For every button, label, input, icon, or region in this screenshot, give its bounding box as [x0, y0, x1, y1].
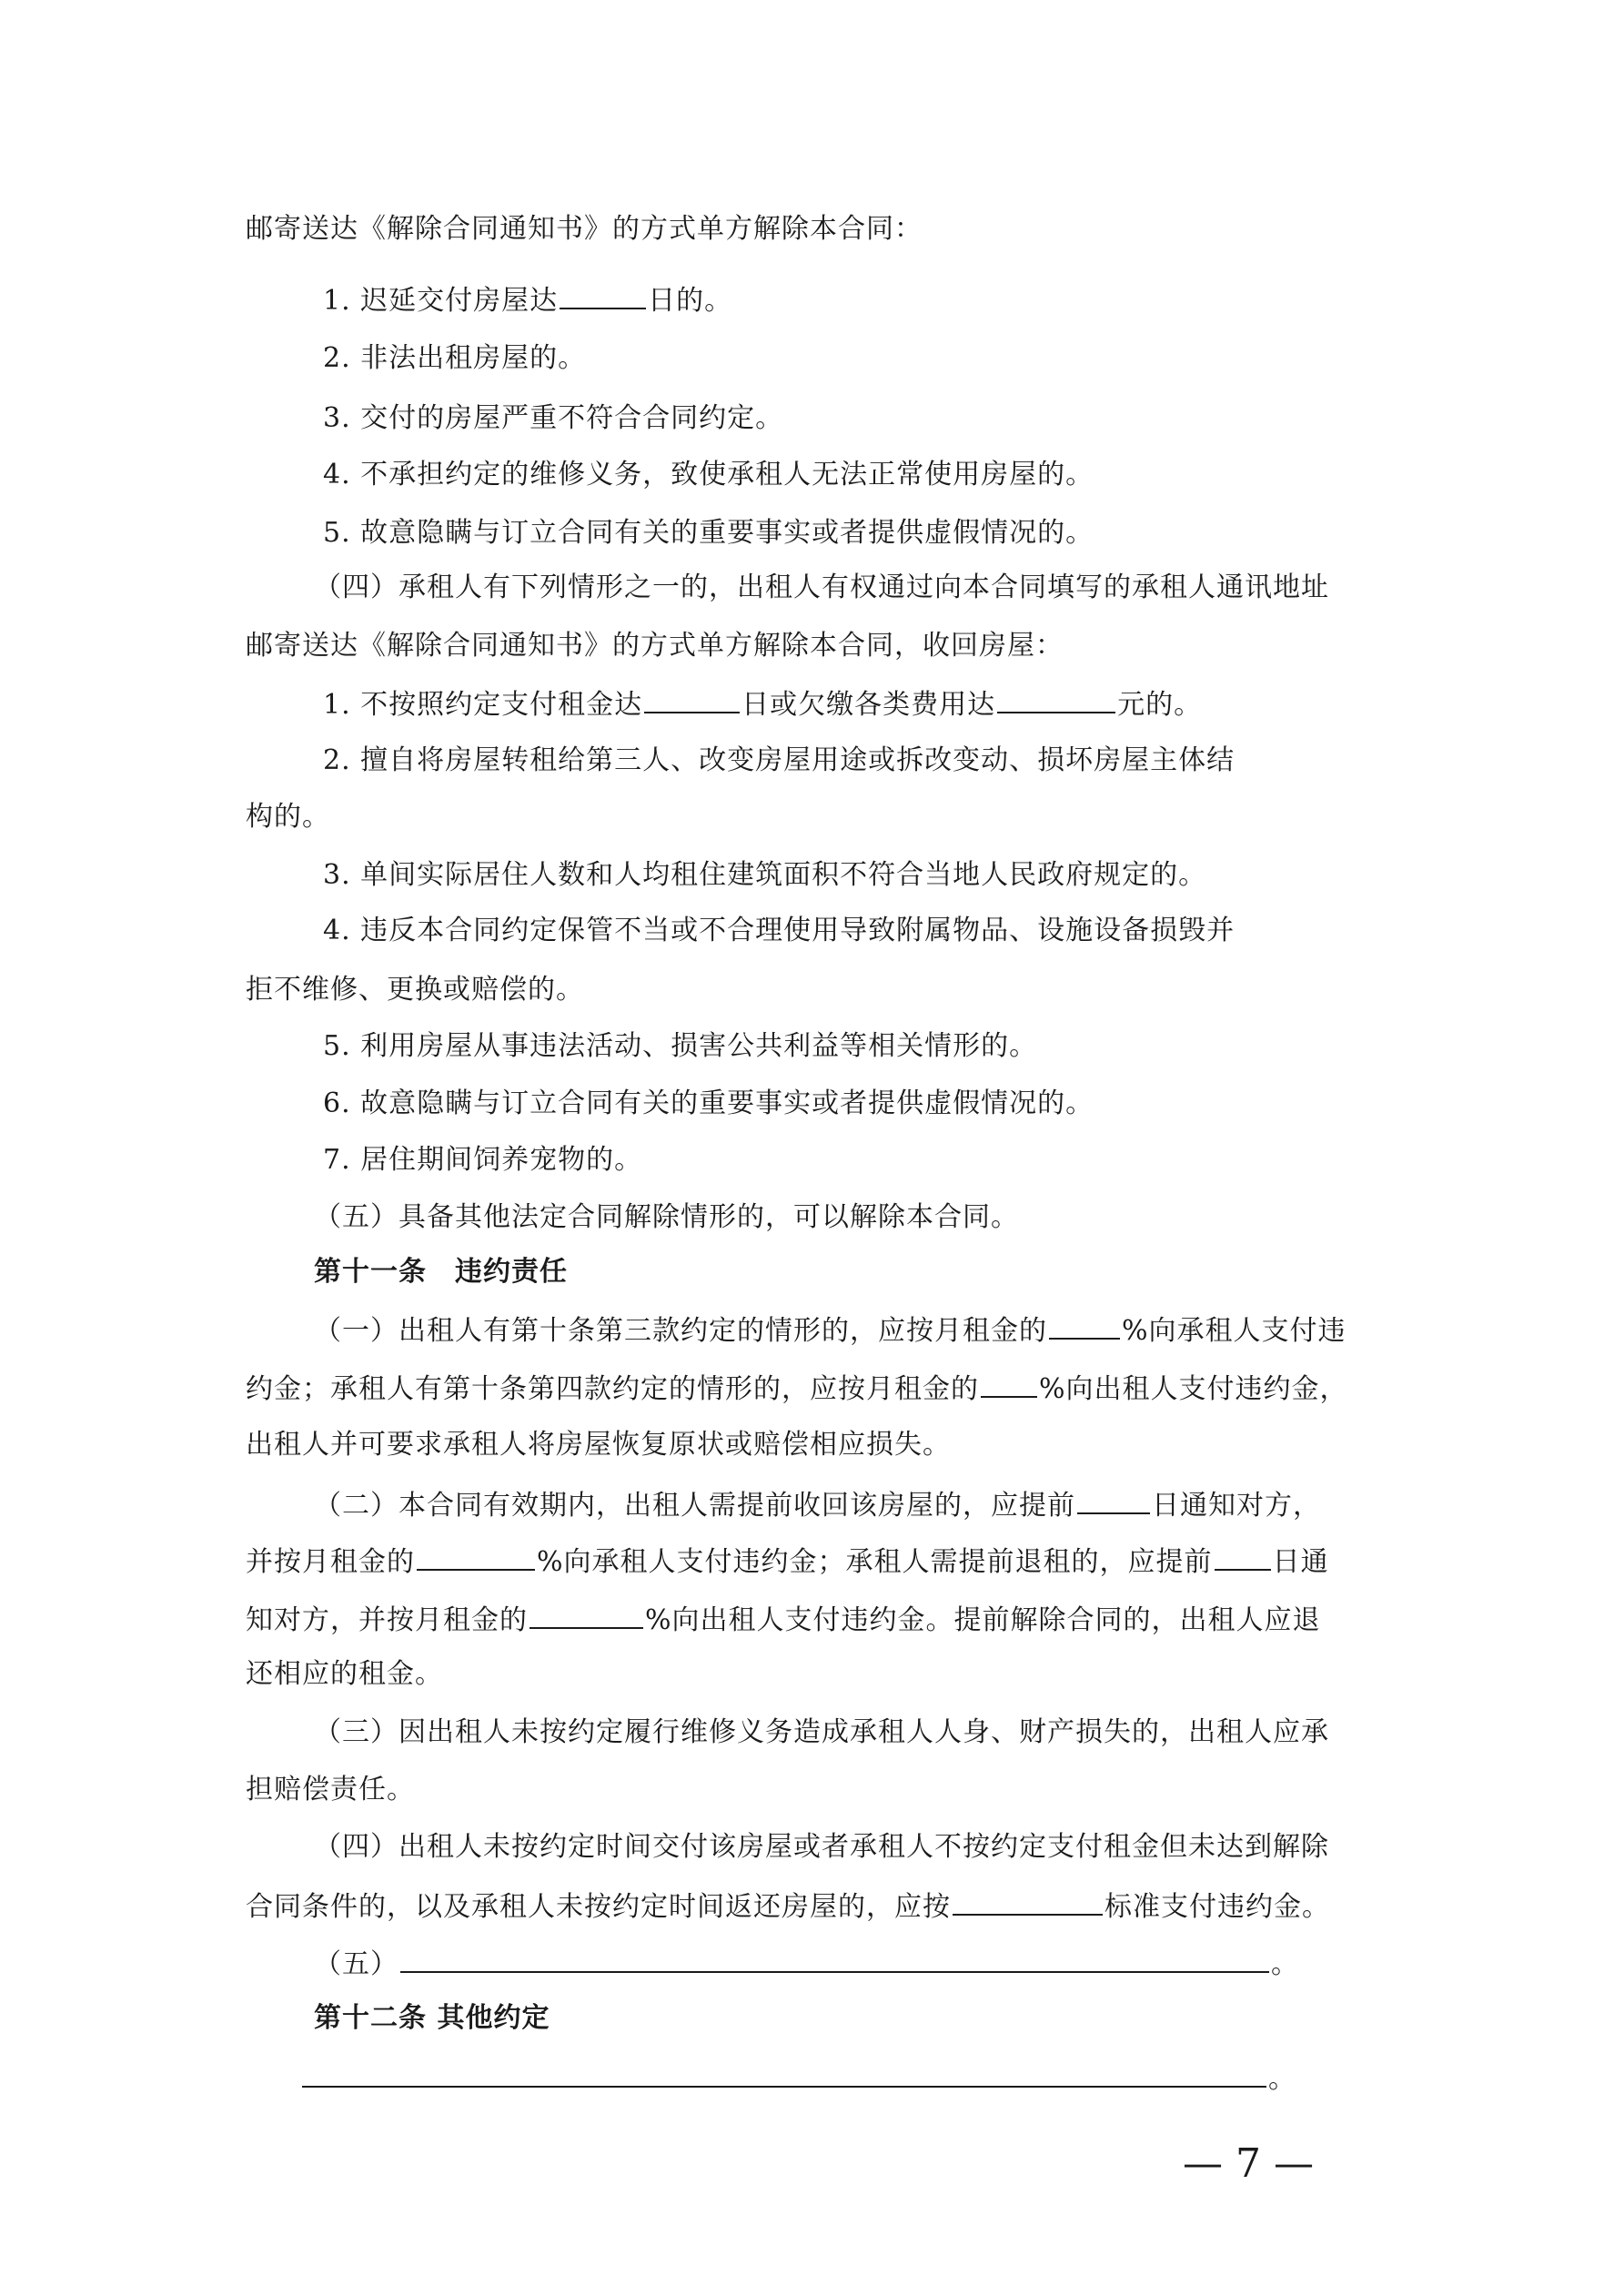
fill-in-blank: [302, 2058, 1266, 2088]
text-segment: 日通知对方，: [1152, 1490, 1321, 1522]
fill-in-blank: [997, 684, 1115, 713]
fill-in-blank: [560, 280, 646, 309]
text-line: 邮寄送达《解除合同通知书》的方式单方解除本合同，收回房屋：: [246, 630, 1064, 662]
text-line: 担赔偿责任。: [246, 1774, 415, 1805]
text-segment: 。: [1268, 2063, 1296, 2095]
text-line: 3. 交付的房屋严重不符合合同约定。: [323, 402, 784, 434]
text-line: 构的。: [246, 801, 330, 833]
text-line: （三）因出租人未按约定履行维修义务造成承租人人身、财产损失的，出租人应承: [314, 1716, 1329, 1748]
text-segment: 知对方，并按月租金的: [246, 1604, 528, 1636]
text-segment: 约金；承租人有第十条第四款约定的情形的，应按月租金的: [246, 1373, 979, 1405]
text-segment: （二）本合同有效期内，出租人需提前收回该房屋的，应提前: [314, 1490, 1075, 1522]
text-line: 2. 擅自将房屋转租给第三人、改变房屋用途或拆改变动、损坏房屋主体结: [323, 744, 1236, 776]
text-segment: 标准支付违约金。: [1105, 1891, 1330, 1923]
fill-in-blank: [400, 1944, 1269, 1973]
page-number: — 7 —: [1183, 2140, 1314, 2187]
text-segment: %向承租人支付违约金；承租人需提前退租的，应提前: [537, 1546, 1213, 1578]
section-heading: 第十二条 其他约定: [314, 2002, 550, 2034]
text-segment: 日或欠缴各类费用达: [741, 689, 996, 721]
text-line: [246, 1886, 1330, 1926]
fill-in-blank: [1077, 1485, 1150, 1514]
text-segment: （一）出租人有第十条第三款约定的情形的，应按月租金的: [314, 1315, 1047, 1347]
text-segment: %向出租人支付违约金。提前解除合同的，出租人应退: [645, 1604, 1321, 1636]
text-segment: 日的。: [648, 285, 733, 317]
text-line: 5. 利用房屋从事违法活动、损害公共利益等相关情形的。: [323, 1030, 1038, 1062]
text-line: （五）具备其他法定合同解除情形的，可以解除本合同。: [314, 1201, 1019, 1233]
text-line: 拒不维修、更换或赔偿的。: [246, 974, 584, 1006]
text-segment: 1. 迟延交付房屋达: [323, 285, 559, 317]
text-line: 还相应的租金。: [246, 1658, 443, 1690]
text-segment: （五）: [314, 1948, 398, 1980]
text-line: 4. 不承担约定的维修义务，致使承租人无法正常使用房屋的。: [323, 459, 1094, 491]
text-segment: 元的。: [1117, 689, 1203, 721]
fill-in-blank: [1215, 1542, 1271, 1571]
text-line: [300, 2058, 1296, 2098]
fill-in-blank: [644, 684, 740, 713]
text-segment: 合同条件的，以及承租人未按约定时间返还房屋的，应按: [246, 1891, 951, 1923]
text-line: [246, 1542, 1329, 1581]
fill-in-blank: [953, 1886, 1103, 1916]
text-line: 5. 故意隐瞒与订立合同有关的重要事实或者提供虚假情况的。: [323, 517, 1094, 549]
fill-in-blank: [417, 1542, 535, 1571]
text-line: [246, 1369, 1348, 1408]
text-line: [246, 1600, 1321, 1639]
text-line: [323, 280, 732, 319]
text-line: 出租人并可要求承租人将房屋恢复原状或赔偿相应损失。: [246, 1429, 951, 1461]
text-segment: %向承租人支付违: [1122, 1315, 1347, 1347]
text-segment: 1. 不按照约定支付租金达: [323, 689, 643, 721]
text-line: 4. 违反本合同约定保管不当或不合理使用导致附属物品、设施设备损毁并: [323, 915, 1236, 946]
text-line: 2. 非法出租房屋的。: [323, 342, 587, 374]
text-line: （四）出租人未按约定时间交付该房屋或者承租人不按约定支付租金但未达到解除: [314, 1831, 1329, 1863]
fill-in-blank: [1049, 1310, 1120, 1340]
text-line: 3. 单间实际居住人数和人均租住建筑面积不符合当地人民政府规定的。: [323, 859, 1207, 891]
text-segment: %向出租人支付违约金，: [1039, 1373, 1348, 1405]
text-segment: 。: [1271, 1948, 1299, 1980]
text-line: [323, 684, 1202, 723]
text-segment: 日通: [1272, 1546, 1329, 1578]
fill-in-blank: [981, 1369, 1037, 1398]
text-segment: 并按月租金的: [246, 1546, 415, 1578]
text-line: （四）承租人有下列情形之一的，出租人有权通过向本合同填写的承租人通讯地址: [314, 571, 1329, 603]
text-line: 邮寄送达《解除合同通知书》的方式单方解除本合同：: [246, 213, 923, 245]
fill-in-blank: [530, 1600, 643, 1629]
text-line: 7. 居住期间饲养宠物的。: [323, 1144, 643, 1176]
text-line: [314, 1485, 1321, 1524]
section-heading: 第十一条 违约责任: [314, 1256, 568, 1288]
text-line: [314, 1944, 1299, 1983]
text-line: [314, 1310, 1347, 1350]
text-line: 6. 故意隐瞒与订立合同有关的重要事实或者提供虚假情况的。: [323, 1087, 1094, 1119]
